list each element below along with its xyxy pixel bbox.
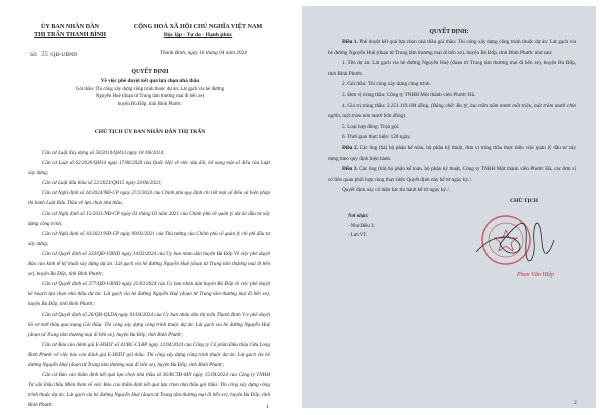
nation-line2: Độc lập - Tự do - Hạnh phúc — [163, 32, 233, 38]
legal-basis: Căn cứ Nghị định số 10/2021/NĐ-CP ngày 09/02/2021 của Thủ tướng của Chính phủ về quản lý chi phí đầu tư xây dựng; — [28, 230, 270, 247]
legal-basis: Căn cứ Luật Xây dựng số 50/2014/QH13 ngày 18 /06/2014; — [42, 150, 165, 156]
price-value: 3.251.119.184 đồng. (Bằng chữ: Ba tỷ, hai trăm năm mươi mốt triệu, một trăm mười chín nghìn, một trăm tám mươi bốn đồng). — [328, 102, 576, 120]
authority-heading: CHỦ TỊCH ỦY BAN NHÂN DÂN THỊ TRẤN — [94, 129, 206, 135]
legal-basis: Căn cứ Nghị định số 24/2024/NĐ-CP ngày 27/2/2024 của Chính phủ quy định chi tiết một số điều và biện pháp thi hành Luật Đấu Thầu về lựa chọn nhà thầu; — [28, 190, 270, 207]
package-line1: Gói thầu: Thi công xây dựng công trình thuộc dự án: Lát gạch vỉa hè đường — [75, 87, 225, 92]
article-label: Điều 1. — [342, 39, 358, 45]
agency-header — [20, 23, 120, 39]
article-text: Phê duyệt kết quả lựa chọn nhà thầu gói thầu: Thi công xây dựng công trình thuộc dự án: Lát gạch vỉa hè đường Nguyễn Huệ (đoạn từ Trung tâm thương mại đi bến xe), huyện Bù Đốp, tỉnh Bình Phước như sau: — [328, 39, 577, 56]
signer-title: CHỦ TỊCH — [510, 198, 539, 204]
signer-name: Phan Văn Hiệp — [517, 272, 554, 278]
article-item: 2. Gói thầu: Thi công xây dựng công trình. — [342, 81, 431, 88]
legal-basis: Căn cứ Báo cáo thẩm định kết quả lựa chọn nhà thầu số 36/BCTĐ-MN ngày 15/04/2024 của Công ty TNHH Tư vấn Đấu thầu Miền Nam về việc Báo cáo thẩm định kết quả lựa chọn nhà thầu gói thầu: Thi công xây dựng công trình thuộc dự án: Lát gạch vỉa hè đường Nguyễn Huệ (đoạn từ Trung tâm thương mại đi bến xe), huyện Bù Đốp, tỉnh Bình Phước. — [28, 372, 270, 409]
article-item: 3. Đơn vị trúng thầu: Công ty TNHH Một thành viên Phước Hà. — [342, 91, 476, 98]
effective-statement: Quyết định này có hiệu lực thi hành kể từ ngày ký./. — [342, 187, 451, 194]
article-item: 5. Loại hợp đồng: Trọn gói. — [342, 123, 400, 130]
page-2 — [302, 6, 596, 408]
recipients-title: Nơi nhận: — [348, 214, 369, 219]
article-text: Các ông (bà) bộ phận kế toán, bộ phận kỹ thuật, đơn vị trúng thầu thực hiện việc quản lý đầu tư xây dựng theo quy định hiện hành. — [328, 144, 577, 162]
legal-bases — [28, 148, 270, 410]
number-suffix: /QĐ-UBND — [49, 52, 78, 58]
article-2 — [328, 143, 576, 164]
legal-basis: Căn cứ Báo cáo đánh giá E-HSDT số 41/BC-CLBP ngày 12/04/2024 của Công ty Cổ phần Đấu thầu Cửu Long Bình Phước về việc báo cáo đánh giá E-HSDT gói thầu: Thi công xây dựng công trình thuộc dự án: Lát gạch vỉa hè đường Nguyễn Huệ (đoạn từ Trung tâm thương mại đi bến xe), huyện Bù Đốp, tỉnh Bình Phước; — [28, 341, 270, 368]
decision-subject: Về việc phê duyệt kết quả lựa chọn nhà thầu — [100, 78, 200, 84]
recipient: - Lưu VT. — [348, 233, 368, 238]
price-label: 4. Giá trị trúng thầu: — [342, 102, 386, 109]
legal-basis: Căn cứ Quyết định số 26/QĐ-QLDA ngày 01/04/2024 của Ủy ban nhân dân thị trấn Thanh Bình V/v phê duyệt hồ sơ mời thầu qua mạng Gói thầu: Thi công xây dựng công trình thuộc dự án: Lát gạch vỉa hè đường Nguyễn Huệ (đoạn từ Trung tâm thương mại đi bến xe), huyện Bù Đốp, tỉnh Bình Phước; — [28, 311, 270, 338]
recipients — [348, 212, 375, 241]
nation-header — [118, 23, 278, 39]
article-1 — [328, 37, 576, 58]
number-value: 35 — [40, 50, 48, 58]
article-text: Các ông (bà) bộ phận kế toán, bộ phận kỹ thuật, Công ty TNHH Một thành viên Phước Hà, các đơn vị có liên quan phối hợp cùng thực hiện Quyết định này kể từ ngày ký./. — [328, 166, 576, 183]
package-line3: huyện Bù Đốp, tỉnh Bình Phước. — [117, 102, 183, 107]
page-number: 2 — [574, 400, 577, 406]
legal-basis: Căn cứ Luật số 62/2020/QH14 ngày 17/06/2020 của Quốc Hội về việc sửa đổi, bổ xung một số điều của Luật xây dựng; — [28, 160, 270, 177]
nation-line1: CỘNG HOÀ XÃ HỘI CHỦ NGHĨA VIỆT NAM — [133, 23, 263, 30]
article-label: Điều 2. — [342, 144, 358, 151]
decision-title: QUYẾT ĐỊNH — [131, 69, 169, 75]
decision-heading — [30, 68, 270, 110]
article-item: 1. Tên dự án: Lát gạch vỉa hè đường Nguyễn Huệ (đoạn từ Trung tâm thương mại đi bến xe), huyện Bù Đốp, tỉnh Bình Phước. — [328, 60, 576, 77]
number-label: Số: — [30, 52, 38, 58]
decision-title: QUYẾT ĐỊNH: — [429, 29, 469, 35]
package-line2: Nguyễn Huệ (đoạn từ Trung tâm thương mại đi bến xe) — [95, 94, 205, 99]
agency-line1: ỦY BAN NHÂN DÂN — [40, 23, 100, 30]
article-3 — [328, 164, 576, 185]
place-date: Thanh Bình, ngày 16 tháng 04 năm 2024 — [160, 50, 247, 56]
articles — [328, 37, 576, 196]
agency-line2: THỊ TRẤN THANH BÌNH — [34, 31, 106, 38]
legal-basis: Căn cứ Luật đấu thầu số 22/2023/QH15 ngày 23/06/2023; — [42, 180, 162, 187]
contract-price — [328, 101, 576, 122]
stamp-and-signature-icon — [468, 202, 568, 282]
legal-basis: Căn cứ Quyết định số 324/QĐ-UBND ngày 14/03/2024 của Ủy ban nhân dân huyện Bù Đốp Về việc phê duyệt Báo cáo kinh tế kỹ thuật xây dựng dự án: Lát gạch vỉa hè đường Nguyễn Huệ (đoạn từ Trung tâm thương mại đi bến xe), huyện Bù Đốp, tỉnh Bình Phước; — [28, 250, 270, 278]
article-label: Điều 3. — [342, 166, 358, 173]
legal-basis: Căn cứ Nghị định số 15/2021/NĐ-CP ngày 03 tháng 03 năm 2021 của Chính phủ về quản lý dự án đầu tư xây dựng công trình; — [28, 210, 270, 227]
article-item: 6. Thời gian thực hiện: 120 ngày. — [342, 134, 411, 141]
recipient: - Như Điều 3; — [348, 223, 375, 229]
document-number — [30, 50, 77, 58]
legal-basis: Căn cứ Quyết định số 377/QĐ-UBND ngày 25/03/2024 của Ủy ban nhân dân huyện Bù Đốp về việc phê duyệt kế hoạch lựa chọn nhà thầu dự án: Lát gạch vỉa hè đường Nguyễn Huệ (đoạn từ Trung tâm thương mại đi bến xe), huyện Bù Đốp, tỉnh Bình Phước; — [28, 281, 270, 308]
page-number: 1 — [266, 404, 269, 410]
